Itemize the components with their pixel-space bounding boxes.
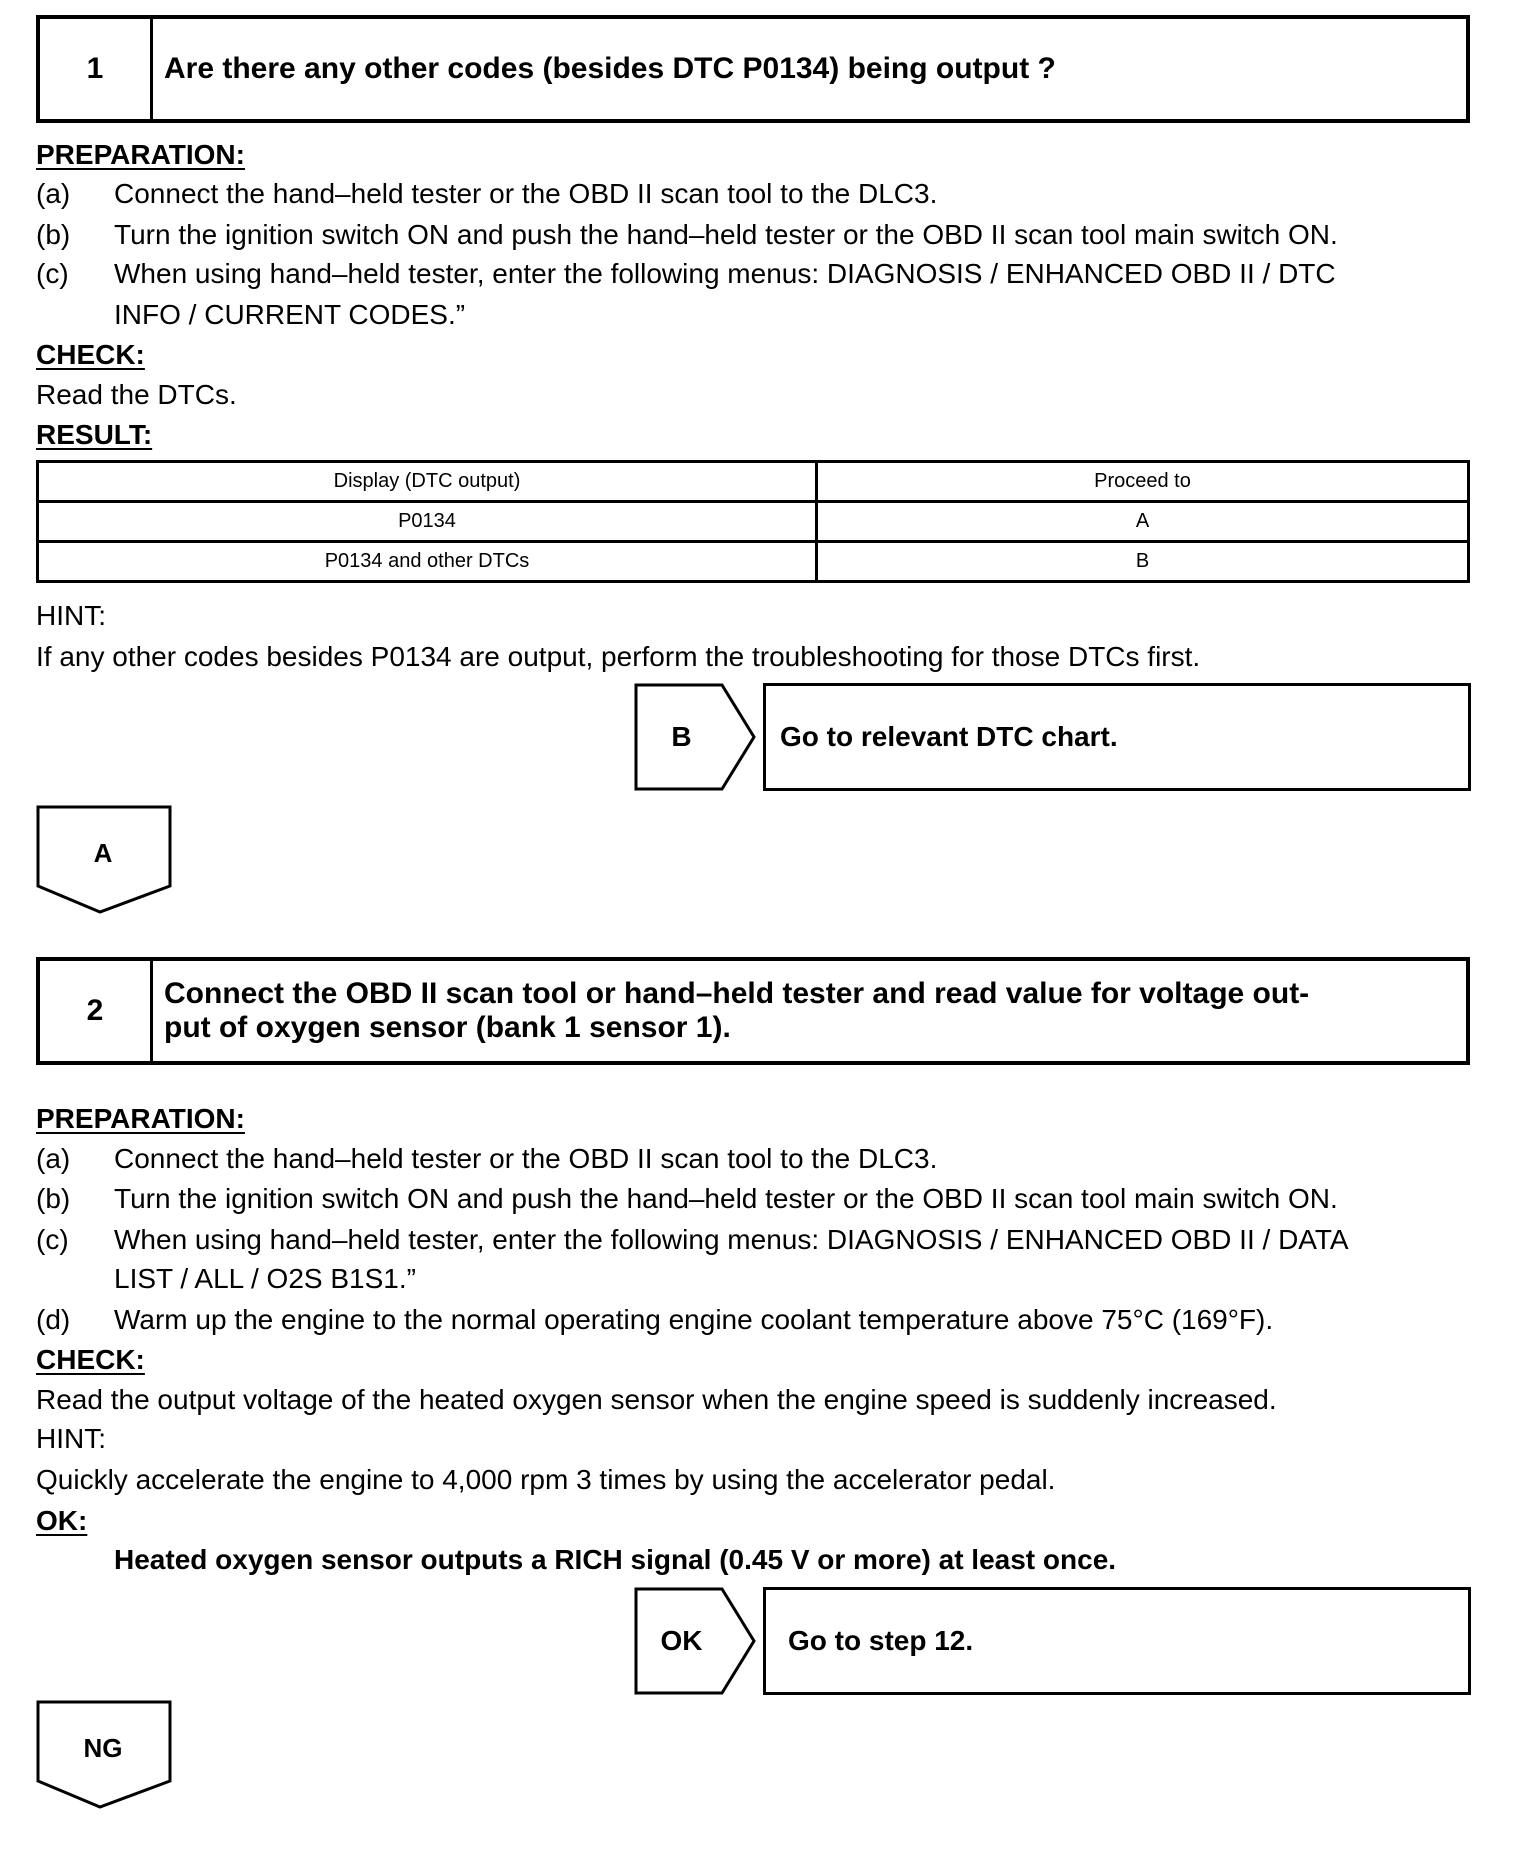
table-row: [38, 542, 1469, 582]
step-2-prep-c-text: When using hand–held tester, enter the following menus: DIAGNOSIS / ENHANCED OBD II / DATA: [114, 1224, 1349, 1255]
step-1-title: Are there any other codes (besides DTC P0134) being output ?: [164, 52, 1056, 85]
step-1-prep-c-text: When using hand–held tester, enter the following menus: DIAGNOSIS / ENHANCED OBD II / DTC: [114, 258, 1336, 289]
step-2-prep-a-label: (a): [36, 1143, 71, 1174]
result-table-header-proceed: Proceed to: [817, 462, 1469, 502]
step-1-prep-a-label: (a): [36, 178, 71, 209]
step-2-header: [36, 957, 1470, 1065]
step-1-hint-text: If any other codes besides P0134 are output, perform the troubleshooting for those DTCs first.: [36, 641, 1201, 672]
step-1-check-heading: CHECK:: [36, 339, 145, 370]
branch-b-tag: B: [671, 721, 692, 752]
step-2-prep-d-label: (d): [36, 1304, 71, 1335]
branch-b[interactable]: [634, 683, 1474, 791]
branch-a-tag: A: [93, 838, 113, 868]
step-1-prep-b-text: Turn the ignition switch ON and push the hand–held tester or the OBD II scan tool main switch ON.: [114, 219, 1338, 250]
step-2-ok-heading: OK:: [36, 1505, 88, 1536]
branch-ok[interactable]: [634, 1587, 1474, 1695]
step-2-prep-b-label: (b): [36, 1183, 71, 1214]
step-2-check-text: Read the output voltage of the heated oxygen sensor when the engine speed is suddenly increased.: [36, 1384, 1277, 1415]
table-cell-proceed: B: [817, 542, 1469, 582]
branch-ok-action: Go to step 12.: [763, 1587, 1471, 1695]
step-2-hint-heading: HINT:: [36, 1423, 106, 1454]
branch-ok-tag: OK: [660, 1625, 703, 1656]
table-row: [38, 502, 1469, 542]
step-1-number: 1: [40, 19, 153, 119]
step-2-preparation-heading: PREPARATION:: [36, 1103, 245, 1134]
step-1-hint-heading: HINT:: [36, 600, 106, 631]
step-1-result-heading: RESULT:: [36, 419, 153, 450]
table-cell-display: P0134: [38, 502, 817, 542]
step-1-check-text: Read the DTCs.: [36, 379, 237, 410]
result-table-header-display: Display (DTC output): [38, 462, 817, 502]
step-2-number: 2: [40, 961, 153, 1061]
branch-ng[interactable]: [36, 1700, 172, 1810]
step-2-ok-criteria: Heated oxygen sensor outputs a RICH signal (0.45 V or more) at least once.: [114, 1544, 1117, 1575]
step-1-preparation-heading: PREPARATION:: [36, 139, 245, 170]
step-1-prep-c-label: (c): [36, 258, 69, 289]
step-2-prep-d-text: Warm up the engine to the normal operating engine coolant temperature above 75°C (169°F).: [114, 1304, 1274, 1335]
table-cell-proceed: A: [817, 502, 1469, 542]
branch-a[interactable]: [36, 805, 172, 915]
step-2-title-line-1: Connect the OBD II scan tool or hand–held tester and read value for voltage out-: [164, 977, 1310, 1010]
step-2-title-line-2: put of oxygen sensor (bank 1 sensor 1).: [164, 1011, 731, 1044]
branch-ng-tag: NG: [83, 1733, 123, 1763]
step-1-prep-a-text: Connect the hand–held tester or the OBD II scan tool to the DLC3.: [114, 178, 938, 209]
step-2-check-heading: CHECK:: [36, 1344, 145, 1375]
step-2-hint-text: Quickly accelerate the engine to 4,000 rpm 3 times by using the accelerator pedal.: [36, 1464, 1056, 1495]
branch-b-action: Go to relevant DTC chart.: [763, 683, 1471, 791]
step-1-prep-b-label: (b): [36, 219, 71, 250]
result-table: [36, 460, 1470, 583]
step-1-header: [36, 15, 1470, 123]
step-2-prep-a-text: Connect the hand–held tester or the OBD II scan tool to the DLC3.: [114, 1143, 938, 1174]
table-cell-display: P0134 and other DTCs: [38, 542, 817, 582]
step-2-prep-b-text: Turn the ignition switch ON and push the hand–held tester or the OBD II scan tool main switch ON.: [114, 1183, 1338, 1214]
step-2-title: [164, 961, 1450, 1061]
step-1-prep-c-continuation: INFO / CURRENT CODES.”: [114, 299, 466, 330]
step-2-prep-c-label: (c): [36, 1224, 69, 1255]
step-2-prep-c-continuation: LIST / ALL / O2S B1S1.”: [114, 1263, 416, 1294]
result-table-header-row: [38, 462, 1469, 502]
